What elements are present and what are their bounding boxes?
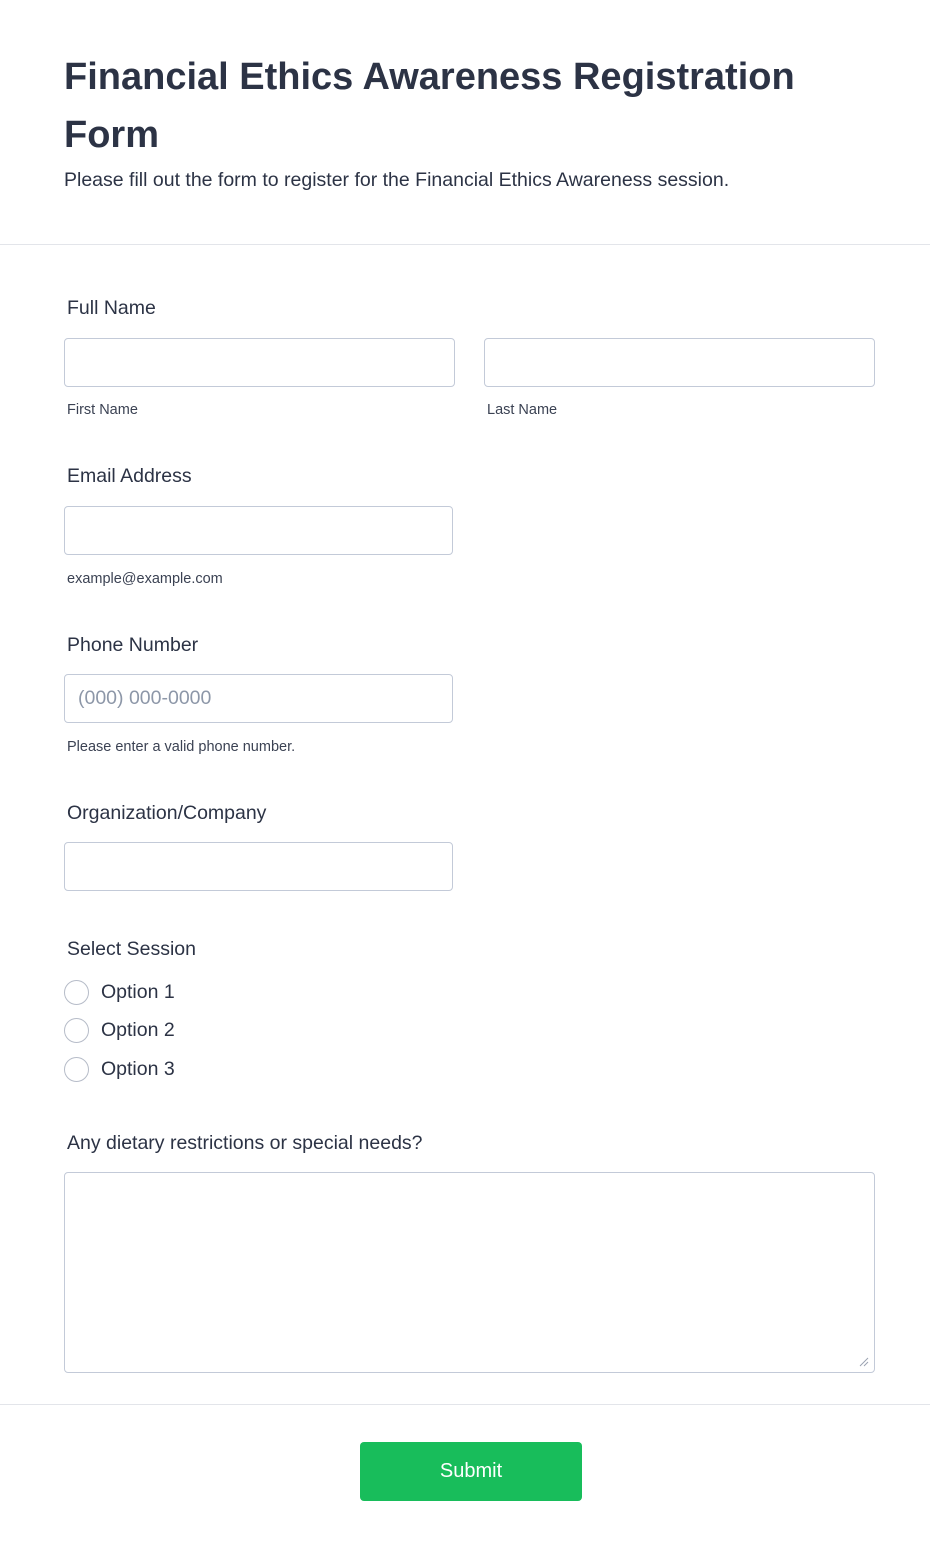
last-name-input[interactable] — [484, 338, 875, 387]
email-input[interactable] — [64, 506, 453, 555]
organization-input[interactable] — [64, 842, 453, 891]
radio-label: Option 3 — [101, 1058, 175, 1080]
form-subtitle: Please fill out the form to register for the Financial Ethics Awareness session. — [64, 169, 730, 191]
email-sublabel: example@example.com — [67, 571, 223, 587]
submit-button[interactable]: Submit — [360, 1442, 582, 1501]
radio-button[interactable] — [64, 1018, 89, 1043]
radio-label: Option 1 — [101, 981, 175, 1003]
session-label: Select Session — [67, 938, 196, 960]
organization-label: Organization/Company — [67, 802, 267, 824]
form-title: Financial Ethics Awareness Registration Form — [64, 56, 795, 156]
resize-grip-icon[interactable] — [858, 1356, 869, 1367]
footer-divider — [0, 1404, 930, 1405]
email-label: Email Address — [67, 465, 192, 487]
session-option-3[interactable] — [64, 1056, 175, 1082]
dietary-label: Any dietary restrictions or special needs? — [67, 1132, 423, 1154]
phone-label: Phone Number — [67, 634, 199, 656]
first-name-input[interactable] — [64, 338, 455, 387]
radio-button[interactable] — [64, 1057, 89, 1082]
form-header — [0, 0, 930, 245]
radio-button[interactable] — [64, 980, 89, 1005]
session-option-1[interactable] — [64, 979, 175, 1005]
phone-sublabel: Please enter a valid phone number. — [67, 739, 296, 755]
session-option-2[interactable] — [64, 1017, 175, 1043]
phone-input[interactable] — [64, 674, 453, 723]
radio-label: Option 2 — [101, 1019, 175, 1041]
full-name-label: Full Name — [67, 297, 156, 319]
last-name-sublabel: Last Name — [487, 402, 558, 418]
first-name-sublabel: First Name — [67, 402, 138, 418]
dietary-textarea[interactable] — [64, 1172, 875, 1373]
